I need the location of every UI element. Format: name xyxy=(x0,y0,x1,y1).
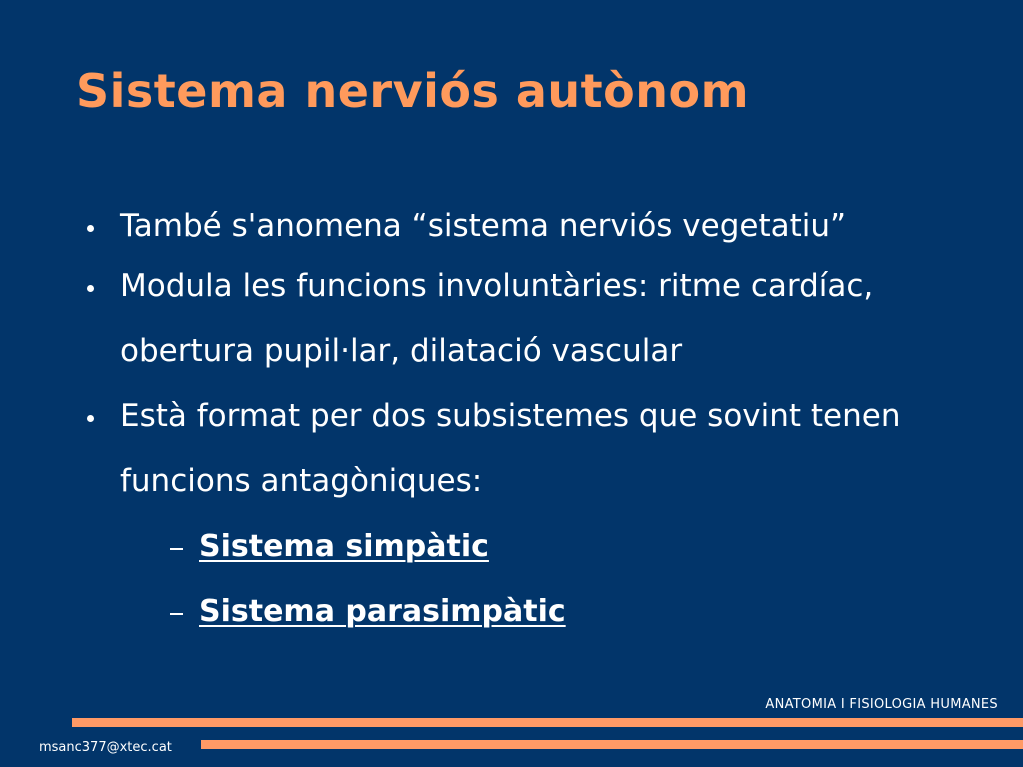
dash-icon xyxy=(170,548,183,550)
link-sistema-simpatic[interactable]: Sistema simpàtic xyxy=(199,529,489,564)
bullet-text: Modula les funcions involuntàries: ritme cardíac, obertura pupil·lar, dilatació vascular xyxy=(120,268,874,369)
link-sistema-parasimpatic[interactable]: Sistema parasimpàtic xyxy=(199,594,566,629)
author-email: msanc377@xtec.cat xyxy=(39,740,172,755)
dash-icon xyxy=(170,613,183,615)
bullet-dot-icon xyxy=(87,415,94,422)
bullet-text: Està format per dos subsistemes que sovint tenen funcions antagòniques: xyxy=(120,398,901,499)
bullet-list xyxy=(84,198,1004,644)
bullet-item xyxy=(84,198,1004,254)
bullet-text: També s'anomena “sistema nerviós vegetatiu” xyxy=(120,208,847,244)
bullet-item xyxy=(84,254,1004,384)
bullet-item xyxy=(84,384,1004,644)
footer-divider-bottom xyxy=(201,740,1023,749)
bullet-dot-icon xyxy=(87,225,94,232)
footer-caption: ANATOMIA I FISIOLOGIA HUMANES xyxy=(765,697,998,712)
sub-bullet-item xyxy=(120,579,1004,644)
sub-bullet-list xyxy=(120,514,1004,644)
slide-title: Sistema nerviós autònom xyxy=(76,64,749,118)
bullet-dot-icon xyxy=(87,285,94,292)
footer-divider-top xyxy=(72,718,1023,727)
sub-bullet-item xyxy=(120,514,1004,579)
